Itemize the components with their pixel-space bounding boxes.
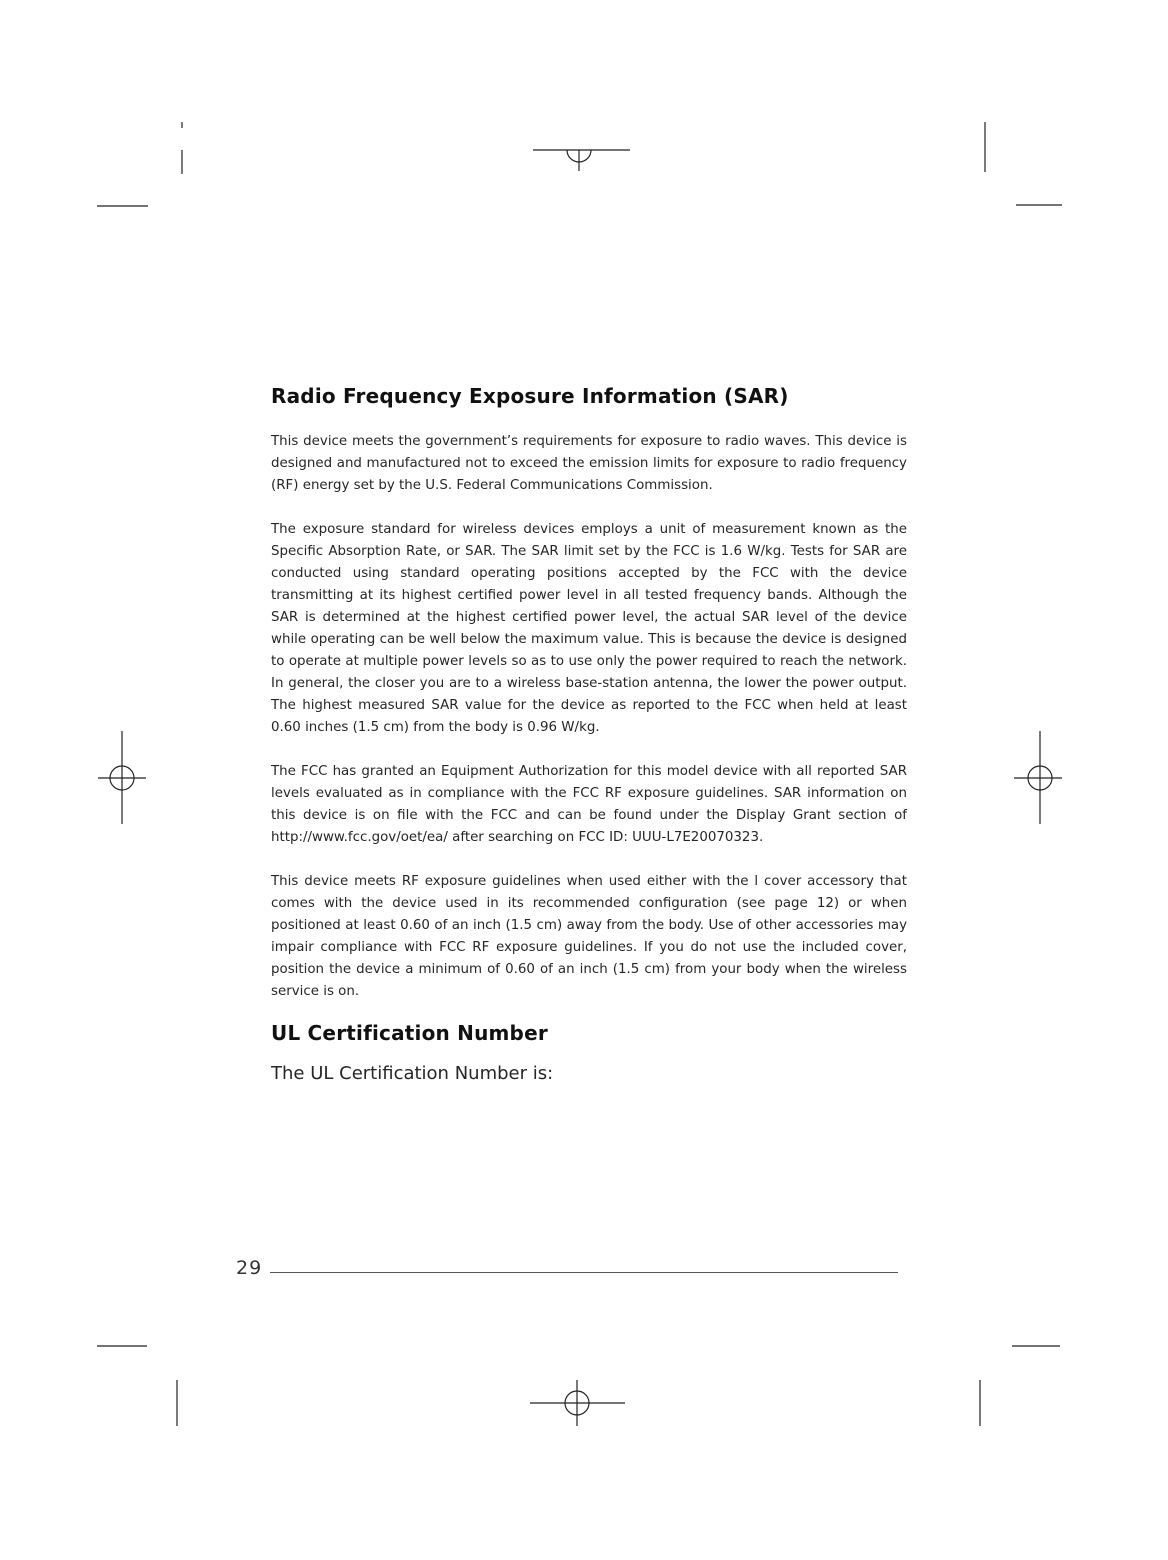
ul-certification-text: The UL Certification Number is: <box>271 1063 554 1084</box>
page-content <box>271 378 907 1084</box>
registration-mark-bottom <box>530 1380 625 1426</box>
registration-mark-left <box>98 731 146 824</box>
sar-paragraph-4: This device meets RF exposure guidelines when used either with the l cover accessory that comes with the device used in its recommended configuration (see page 12) or when positioned at least 0.60 of an inch (1.5 cm) away from the body. Use of other accessories may impair compliance with FCC RF exposure guidelines. If you do not use the included cover, position the device a minimum of 0.60 of an inch (1.5 cm) from your body when the wireless service is on. <box>271 874 907 999</box>
registration-mark-top <box>533 150 630 171</box>
ul-heading: UL Certification Number <box>271 1021 548 1045</box>
page-number: 29 <box>236 1257 263 1279</box>
footer-rule <box>270 1272 898 1273</box>
sar-paragraph-1: This device meets the government’s requirements for exposure to radio waves. This device is designed and manufactured not to exceed the emission limits for exposure to radio frequency (RF) energy set by the U.S. Federal Communications Commission. <box>271 434 907 493</box>
sar-paragraph-3: The FCC has granted an Equipment Authorization for this model device with all reported SAR levels evaluated as in compliance with the FCC RF exposure guidelines. SAR information on this device is on file with the FCC and can be found under the Display Grant section of http://www.fcc.gov/oet/ea/ after searching on FCC ID: UUU-L7E20070323. <box>271 764 907 845</box>
registration-mark-right <box>1014 731 1062 824</box>
sar-paragraph-2: The exposure standard for wireless devices employs a unit of measurement known as the Specific Absorption Rate, or SAR. The SAR limit set by the FCC is 1.6 W/kg. Tests for SAR are conducted using standard operating positions accepted by the FCC with the device transmitting at its highest certified power level in all tested frequency bands. Although the SAR is determined at the highest certified power level, the actual SAR level of the device while operating can be well below the maximum value. This is because the device is designed to operate at multiple power levels so as to use only the power required to reach the network. In general, the closer you are to a wireless base-station antenna, the lower the power output. The highest measured SAR value for the device as reported to the FCC when held at least 0.60 inches (1.5 cm) from the body is 0.96 W/kg. <box>271 522 907 735</box>
sar-heading: Radio Frequency Exposure Information (SAR) <box>271 384 789 408</box>
